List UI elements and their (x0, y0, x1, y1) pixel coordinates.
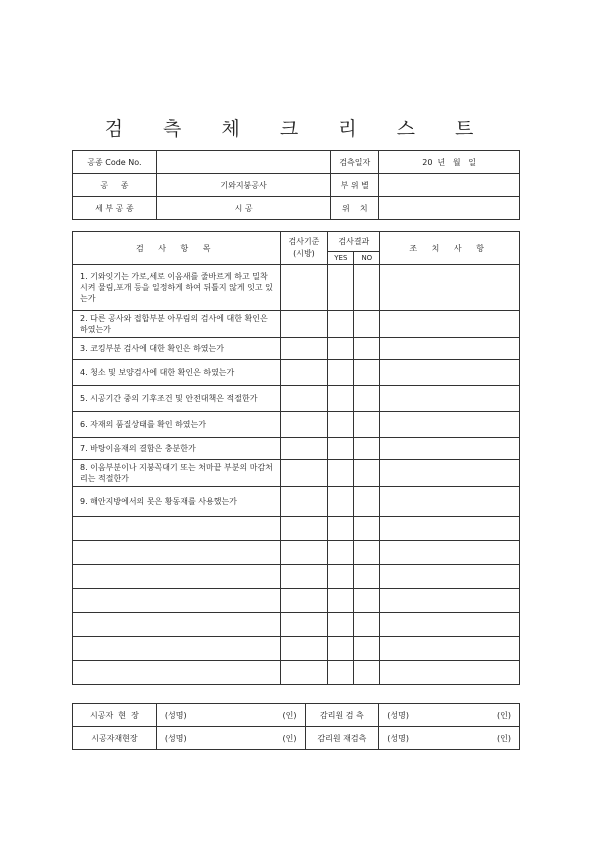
standard-cell[interactable] (280, 360, 328, 386)
action-cell[interactable] (380, 517, 520, 541)
action-cell[interactable] (380, 338, 520, 360)
item-text (73, 565, 281, 589)
item-text: 9. 해안지방에서의 못은 황동재를 사용했는가 (73, 487, 281, 517)
inspection-date-label: 검측일자 (331, 151, 379, 174)
work-code-field[interactable] (156, 151, 330, 174)
signature-table (72, 703, 520, 750)
no-cell[interactable] (354, 412, 380, 438)
action-cell[interactable] (380, 487, 520, 517)
checklist-row (73, 386, 520, 412)
action-cell[interactable] (380, 438, 520, 460)
checklist-table (72, 231, 520, 685)
header-result: 검사결과 (328, 232, 380, 252)
sign-name-text: (성명) (164, 710, 187, 720)
standard-cell[interactable] (280, 661, 328, 685)
supervisor-sign[interactable] (379, 704, 520, 727)
yes-cell[interactable] (328, 412, 354, 438)
yes-cell[interactable] (328, 338, 354, 360)
sign-name-text: (성명) (164, 733, 187, 743)
checklist-row (73, 487, 520, 517)
standard-cell[interactable] (280, 412, 328, 438)
item-text: 2. 다른 공사와 접합부분 아무림의 검사에 대한 확인은 하였는가 (73, 311, 281, 338)
checklist-row (73, 661, 520, 685)
checklist-row (73, 412, 520, 438)
standard-cell[interactable] (280, 589, 328, 613)
header-yes: YES (328, 252, 354, 265)
position-label: 위 치 (331, 197, 379, 220)
sign-name-text: (성명) (387, 710, 409, 720)
action-cell[interactable] (380, 460, 520, 487)
standard-cell[interactable] (280, 386, 328, 412)
checklist-row (73, 311, 520, 338)
standard-cell[interactable] (280, 338, 328, 360)
item-text: 8. 이음부분이나 지붕꼭대기 또는 처마끝 부분의 마감처리는 적절한가 (73, 460, 281, 487)
header-action: 조 치 사 항 (380, 232, 520, 265)
standard-cell[interactable] (280, 438, 328, 460)
no-cell[interactable] (354, 661, 380, 685)
item-text: 5. 시공기간 중의 기후조건 및 안전대책은 적절한가 (73, 386, 281, 412)
position-field[interactable] (379, 197, 520, 220)
action-cell[interactable] (380, 565, 520, 589)
action-cell[interactable] (380, 661, 520, 685)
item-text (73, 517, 281, 541)
action-cell[interactable] (380, 613, 520, 637)
yes-cell[interactable] (328, 613, 354, 637)
checklist-row (73, 517, 520, 541)
supervisor-rep-sign[interactable] (379, 727, 520, 750)
no-cell[interactable] (354, 265, 380, 311)
action-cell[interactable] (380, 412, 520, 438)
standard-cell[interactable] (280, 613, 328, 637)
action-cell[interactable] (380, 386, 520, 412)
yes-cell[interactable] (328, 265, 354, 311)
supervisor-rep-label: 감리원 재검측 (305, 727, 379, 750)
checklist-row (73, 613, 520, 637)
no-cell[interactable] (354, 541, 380, 565)
checklist-row (73, 438, 520, 460)
info-table (72, 150, 520, 220)
checklist-row (73, 637, 520, 661)
standard-cell[interactable] (280, 517, 328, 541)
sign-name-text: (성명) (387, 733, 409, 743)
item-text: 4. 청소 및 보양검사에 대한 확인은 하였는가 (73, 360, 281, 386)
no-cell[interactable] (354, 386, 380, 412)
item-text: 3. 코킹부분 검사에 대한 확인은 하였는가 (73, 338, 281, 360)
date-field[interactable]: 20 년 월 일 (379, 151, 520, 174)
item-text: 1. 기와잇기는 가로,세로 이음새를 줄바르게 하고 밀착시켜 물림,포개 등을 일정하게 하여 뒤틀지 않게 잇고 있는가 (73, 265, 281, 311)
seal-text: (인) (497, 710, 511, 720)
detail-label: 세 부 공 종 (73, 197, 157, 220)
yes-cell[interactable] (328, 637, 354, 661)
action-cell[interactable] (380, 637, 520, 661)
seal-text: (인) (497, 733, 511, 743)
item-text (73, 589, 281, 613)
standard-cell[interactable] (280, 265, 328, 311)
action-cell[interactable] (380, 311, 520, 338)
yes-cell[interactable] (328, 517, 354, 541)
action-cell[interactable] (380, 360, 520, 386)
location-field[interactable] (379, 174, 520, 197)
no-cell[interactable] (354, 517, 380, 541)
no-cell[interactable] (354, 460, 380, 487)
no-cell[interactable] (354, 311, 380, 338)
standard-cell[interactable] (280, 541, 328, 565)
contractor-rep-sign[interactable] (156, 727, 305, 750)
seal-text: (인) (282, 733, 297, 743)
action-cell[interactable] (380, 589, 520, 613)
yes-cell[interactable] (328, 589, 354, 613)
yes-cell[interactable] (328, 541, 354, 565)
work-type-label: 공 종 (73, 174, 157, 197)
yes-cell[interactable] (328, 565, 354, 589)
no-cell[interactable] (354, 360, 380, 386)
work-code-label: 공종 Code No. (73, 151, 157, 174)
item-text (73, 661, 281, 685)
work-type-field[interactable]: 기와지붕공사 (156, 174, 330, 197)
yes-cell[interactable] (328, 438, 354, 460)
checklist-row (73, 565, 520, 589)
yes-cell[interactable] (328, 311, 354, 338)
detail-field[interactable]: 시 공 (156, 197, 330, 220)
checklist-row (73, 589, 520, 613)
no-cell[interactable] (354, 637, 380, 661)
standard-cell[interactable] (280, 637, 328, 661)
yes-cell[interactable] (328, 460, 354, 487)
checklist-row (73, 460, 520, 487)
header-no: NO (354, 252, 380, 265)
no-cell[interactable] (354, 565, 380, 589)
action-cell[interactable] (380, 265, 520, 311)
no-cell[interactable] (354, 338, 380, 360)
item-text: 6. 자재의 품질상태를 확인 하였는가 (73, 412, 281, 438)
standard-cell[interactable] (280, 565, 328, 589)
header-standard: 검사기준 (시방) (280, 232, 328, 265)
contractor-rep-label: 시공자재현장 (73, 727, 157, 750)
standard-cell[interactable] (280, 460, 328, 487)
yes-cell[interactable] (328, 661, 354, 685)
contractor-lead-sign[interactable] (156, 704, 305, 727)
contractor-lead-label: 시공자 현 장 (73, 704, 157, 727)
item-text (73, 541, 281, 565)
standard-cell[interactable] (280, 487, 328, 517)
no-cell[interactable] (354, 589, 380, 613)
no-cell[interactable] (354, 613, 380, 637)
standard-cell[interactable] (280, 311, 328, 338)
action-cell[interactable] (380, 541, 520, 565)
yes-cell[interactable] (328, 487, 354, 517)
item-text: 7. 바탕이음재의 결함은 충분한가 (73, 438, 281, 460)
yes-cell[interactable] (328, 360, 354, 386)
header-items: 검 사 항 목 (73, 232, 281, 265)
page-title: 검 측 체 크 리 스 트 (104, 118, 491, 140)
checklist-row (73, 360, 520, 386)
checklist-row (73, 541, 520, 565)
checklist-row (73, 338, 520, 360)
seal-text: (인) (282, 710, 297, 720)
item-text (73, 637, 281, 661)
location-label: 부 위 별 (331, 174, 379, 197)
no-cell[interactable] (354, 438, 380, 460)
yes-cell[interactable] (328, 386, 354, 412)
supervisor-label: 감리원 검 측 (305, 704, 379, 727)
checklist-row (73, 265, 520, 311)
item-text (73, 613, 281, 637)
no-cell[interactable] (354, 487, 380, 517)
